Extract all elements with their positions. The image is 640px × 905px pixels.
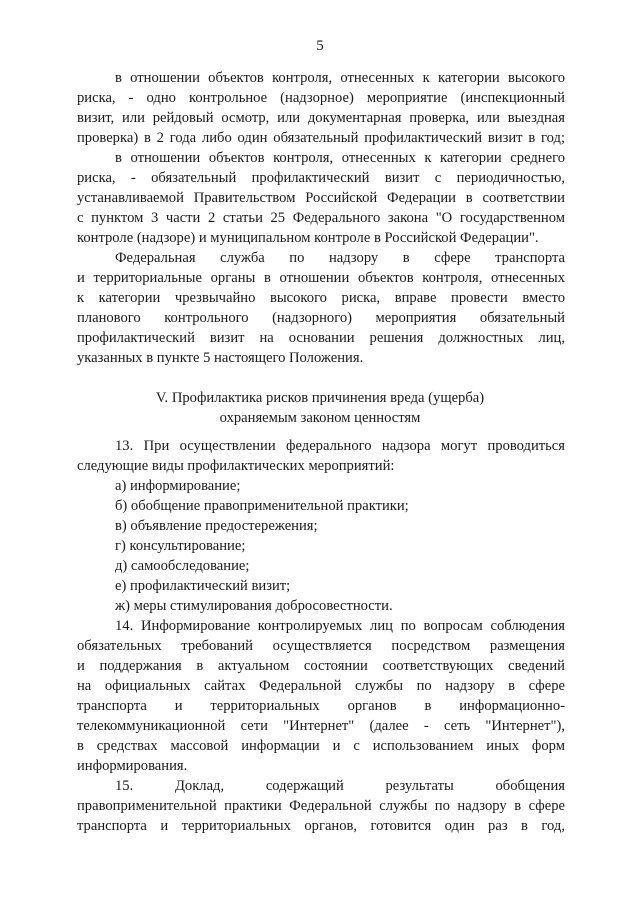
- list-item: ж) меры стимулирования добросовестности.: [115, 598, 393, 614]
- list-item: е) профилактический визит;: [115, 578, 291, 594]
- list-item: а) информирование;: [115, 478, 241, 494]
- text-line: контроле (надзоре) и муниципальном контроле в Российской Федерации".: [77, 230, 539, 246]
- list-item: в) объявление предостережения;: [115, 518, 318, 534]
- paragraph-block-risk-categories: [77, 68, 565, 368]
- text-line: проверка) в 2 года либо один обязательный профилактический визит в год;: [77, 130, 565, 146]
- text-line: правоприменительной практики Федеральной службы по надзору в сфере: [77, 798, 565, 814]
- text-line: в отношении объектов контроля, отнесенных к категории высокого: [115, 70, 565, 86]
- text-line: обязательных требований осуществляется посредством размещения: [77, 638, 565, 654]
- list-item: г) консультирование;: [115, 538, 246, 554]
- text-line: и поддержания в актуальном состоянии соответствующих сведений: [77, 658, 565, 674]
- text-line: на официальных сайтах Федеральной службы по надзору в сфере: [77, 678, 565, 694]
- text-line: 14. Информирование контролируемых лиц по вопросам соблюдения: [115, 618, 565, 634]
- text-line: в средствах массовой информации и с использованием иных форм: [77, 738, 565, 754]
- text-line: 15. Доклад, содержащий результаты обобщения: [115, 778, 565, 794]
- list-item: д) самообследование;: [115, 558, 250, 574]
- list-item: б) обобщение правоприменительной практики;: [115, 498, 409, 514]
- text-line: Федеральная служба по надзору в сфере транспорта: [115, 250, 565, 266]
- text-line: с пунктом 3 части 2 статьи 25 Федерального закона "О государственном: [77, 210, 565, 226]
- page-number: 5: [316, 38, 324, 54]
- text-line: риска, - обязательный профилактический визит с периодичностью,: [77, 170, 565, 186]
- text-line: следующие виды профилактических мероприятий:: [77, 458, 395, 474]
- text-line: в отношении объектов контроля, отнесенных к категории среднего: [115, 150, 565, 166]
- paragraph-block-prevention: [77, 436, 565, 836]
- text-line: планового контрольного (надзорного) мероприятия обязательный: [77, 310, 565, 326]
- text-line: транспорта и территориальных органов, готовится один раз в год,: [77, 818, 565, 834]
- text-line: и территориальные органы в отношении объектов контроля, отнесенных: [77, 270, 565, 286]
- text-line: визит, или рейдовый осмотр, или документарная проверка, или выездная: [77, 110, 565, 126]
- text-line: риска, - одно контрольное (надзорное) мероприятие (инспекционный: [77, 90, 565, 106]
- text-line: 13. При осуществлении федерального надзора могут проводиться: [115, 438, 565, 454]
- text-line: транспорта и территориальных органов в информационно-: [77, 698, 565, 714]
- text-line: устанавливаемой Правительством Российской Федерации в соответствии: [77, 190, 565, 206]
- section-heading-line: V. Профилактика рисков причинения вреда (ущерба): [155, 390, 485, 406]
- text-line: указанных в пункте 5 настоящего Положения.: [77, 350, 364, 366]
- text-line: информирования.: [77, 758, 188, 774]
- section-heading: [0, 388, 640, 428]
- text-line: профилактический визит на основании решения должностных лиц,: [77, 330, 565, 346]
- text-line: к категории чрезвычайно высокого риска, вправе провести вместо: [77, 290, 565, 306]
- text-line: телекоммуникационной сети "Интернет" (далее - сеть "Интернет"),: [77, 718, 565, 734]
- section-heading-line: охраняемым законом ценностям: [219, 410, 421, 426]
